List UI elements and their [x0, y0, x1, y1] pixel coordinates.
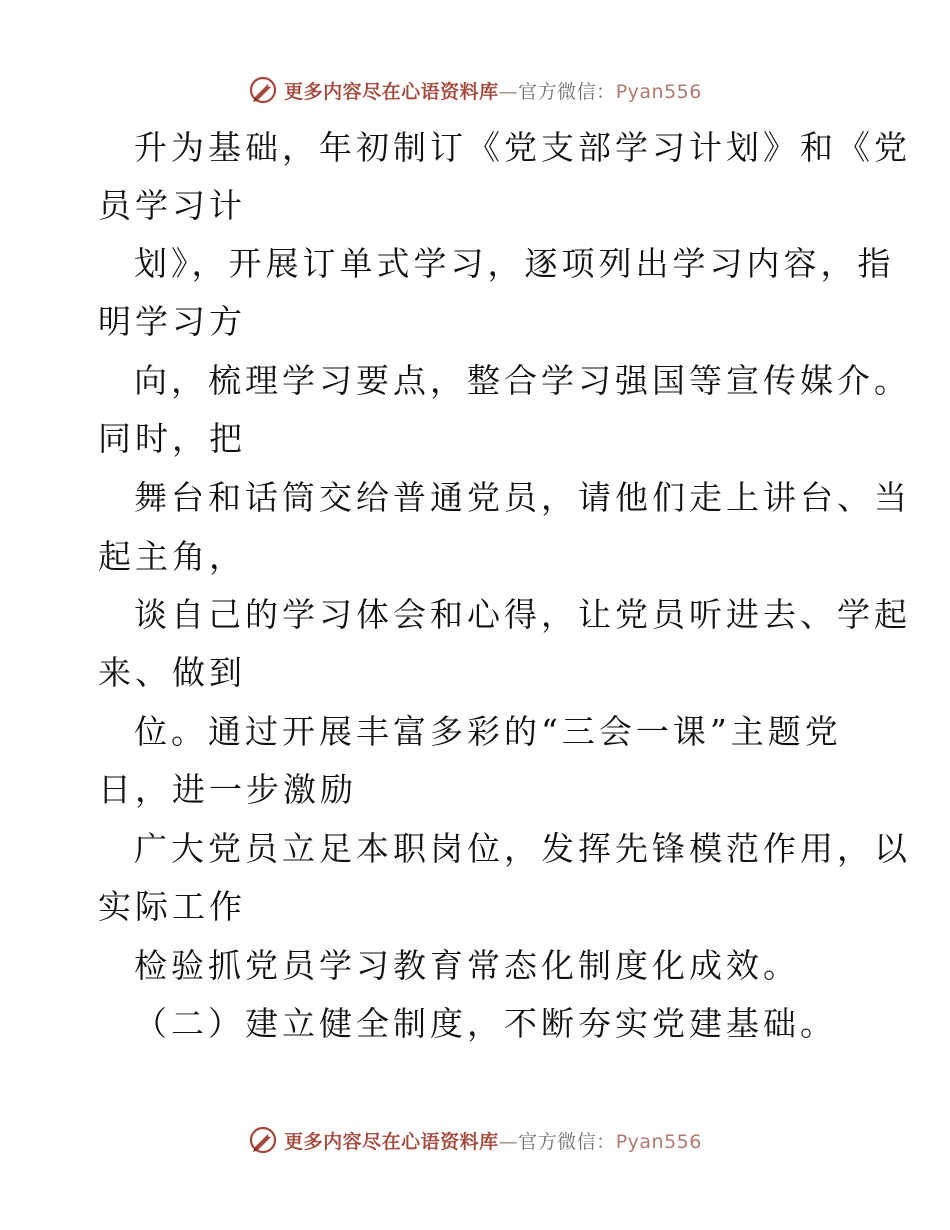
text-line: 划》，开展订单式学习，逐项列出学习内容，指: [134, 244, 895, 283]
text-line: 日，进一步激励: [98, 770, 357, 809]
text-line: 起主角，: [98, 537, 246, 576]
watermark-wechat-id: Pyan556: [615, 1130, 702, 1153]
watermark-separator: —: [498, 80, 519, 103]
text-line: 检验抓党员学习教育常态化制度化成效。: [134, 946, 800, 985]
text-line: 来、做到: [98, 653, 246, 692]
text-line: 广大党员立足本职岗位，发挥先锋模范作用，以: [134, 829, 911, 868]
watermark-text: [284, 1127, 702, 1154]
text-line: 同时，把: [98, 419, 246, 458]
pen-logo-icon: [248, 1125, 278, 1155]
section-heading: （二）建立健全制度，不断夯实党建基础。: [134, 1004, 837, 1043]
watermark-official-label: 官方微信：: [518, 1130, 616, 1153]
watermark-brand: 更多内容尽在心语资料库: [284, 1130, 499, 1153]
text-line: 明学习方: [98, 302, 246, 341]
watermark-brand: 更多内容尽在心语资料库: [284, 80, 499, 103]
footer-watermark: [0, 1120, 950, 1160]
text-line: 舞台和话筒交给普通党员，请他们走上讲台、当: [134, 478, 911, 517]
watermark-official-label: 官方微信：: [518, 80, 616, 103]
text-line: 实际工作: [98, 887, 246, 926]
text-line: 升为基础，年初制订《党支部学习计划》和《党: [134, 128, 911, 167]
text-line: 员学习计: [98, 186, 246, 225]
text-line: 向，梳理学习要点，整合学习强国等宣传媒介。: [134, 361, 911, 400]
watermark-wechat-id: Pyan556: [615, 80, 702, 103]
text-line: 位。通过开展丰富多彩的“三会一课”主题党: [134, 712, 842, 751]
watermark-separator: —: [498, 1130, 519, 1153]
text-line: 谈自己的学习体会和心得，让党员听进去、学起: [134, 595, 911, 634]
